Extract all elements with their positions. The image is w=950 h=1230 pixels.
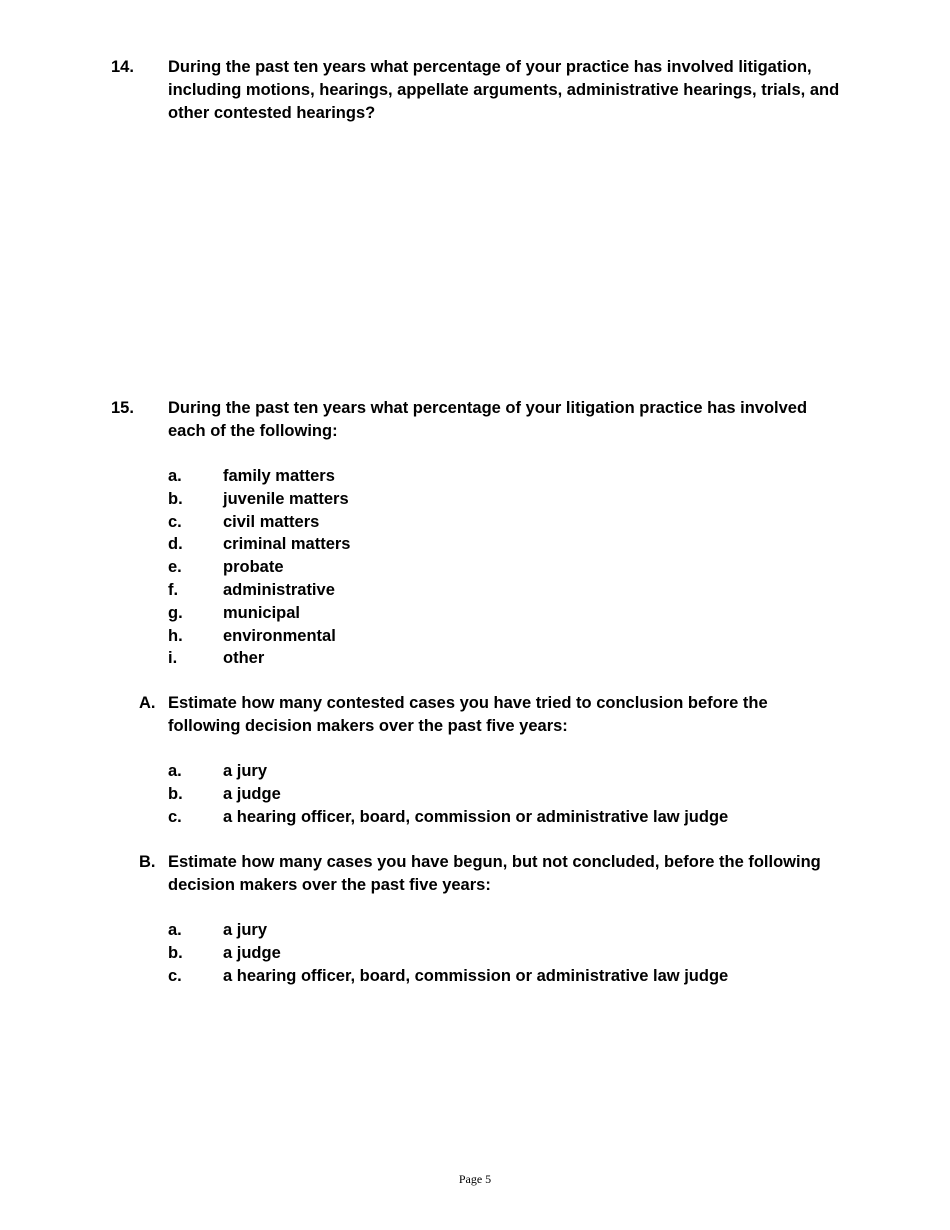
section-b-text: Estimate how many cases you have begun, but not concluded, before the following decision makers over the past five years: xyxy=(168,853,821,894)
question-14 xyxy=(111,56,841,125)
list-item-letter: c. xyxy=(168,966,182,985)
question-14-number: 14. xyxy=(111,58,134,76)
list-item-label: environmental xyxy=(223,626,336,645)
list-item-letter: b. xyxy=(168,943,183,962)
list-item-letter: d. xyxy=(168,535,183,554)
list-item-label: a hearing officer, board, commission or administrative law judge xyxy=(223,807,729,826)
list-item-letter: c. xyxy=(168,807,182,826)
section-b-letter: B. xyxy=(139,853,156,871)
list-item-letter: c. xyxy=(168,512,182,531)
list-item-label: family matters xyxy=(223,467,335,485)
list-item-letter: b. xyxy=(168,489,183,508)
list-item-label: administrative xyxy=(223,580,335,599)
list-item-letter: i. xyxy=(168,649,178,668)
list-item-letter: a. xyxy=(168,762,182,780)
list-item-letter: a. xyxy=(168,467,182,485)
list-item-letter: g. xyxy=(168,603,183,622)
list-item-label: civil matters xyxy=(223,512,320,531)
section-a xyxy=(139,692,839,738)
question-15-text: During the past ten years what percentage of your litigation practice has involved each of the following: xyxy=(168,399,808,440)
section-b xyxy=(139,851,839,897)
list-item-letter: a. xyxy=(168,921,182,939)
list-item-letter: b. xyxy=(168,784,183,803)
question-15-number: 15. xyxy=(111,399,134,417)
section-a-letter: A. xyxy=(139,694,156,712)
list-item-label: other xyxy=(223,649,265,668)
list-item-label: a jury xyxy=(223,921,268,939)
list-item-label: juvenile matters xyxy=(223,489,349,508)
question-15 xyxy=(111,397,841,443)
list-item-label: a hearing officer, board, commission or administrative law judge xyxy=(223,966,729,985)
list-item-label: a jury xyxy=(223,762,268,780)
list-item-letter: f. xyxy=(168,580,179,599)
list-item-letter: e. xyxy=(168,558,182,577)
list-item-label: municipal xyxy=(223,603,301,622)
question-14-text: During the past ten years what percentage of your practice has involved litigation, including motions, hearings, appellate arguments, administrative hearings, trials, and other contested hearings? xyxy=(168,58,840,122)
list-item-letter: h. xyxy=(168,626,183,645)
page-number: Page 5 xyxy=(458,1172,492,1186)
list-item-label: a judge xyxy=(223,784,281,803)
list-item-label: probate xyxy=(223,558,284,577)
list-item-label: criminal matters xyxy=(223,535,351,554)
section-a-text: Estimate how many contested cases you have tried to conclusion before the following decision makers over the past five years: xyxy=(168,694,768,735)
list-item-label: a judge xyxy=(223,943,281,962)
